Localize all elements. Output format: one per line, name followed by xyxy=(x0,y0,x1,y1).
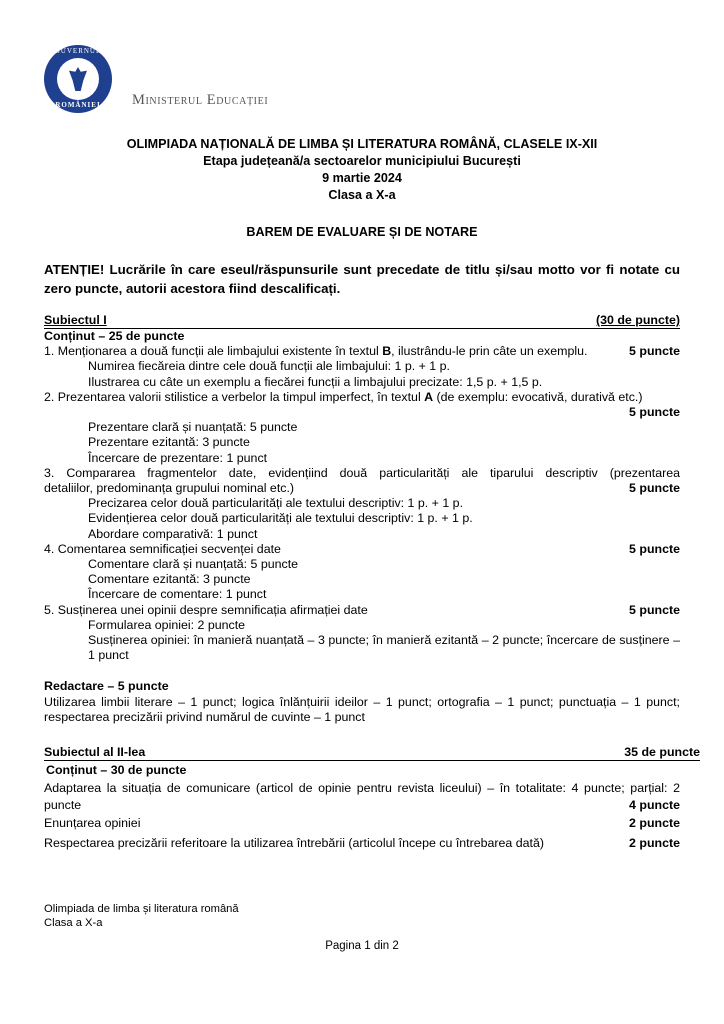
sub-criterion: Comentare clară și nuanțată: 5 puncte xyxy=(88,557,299,572)
criterion-points: 4 puncte xyxy=(629,797,680,812)
sub-criterion: Evidențierea celor două particularități ale textului descriptiv: 1 p. + 1 p. xyxy=(88,511,473,526)
title-line: OLIMPIADA NAȚIONALĂ DE LIMBA ȘI LITERATURA ROMÂNĂ, CLASELE IX-XII xyxy=(126,137,598,151)
item-points: 5 puncte xyxy=(629,481,680,496)
item-4: 4. Comentarea semnificației secvenței date xyxy=(44,541,281,556)
sub-criterion: Ilustrarea cu câte un exemplu a fiecărei funcții a limbajului precizate: 1,5 p. + 1,5 p. xyxy=(88,374,543,389)
title-line: Etapa județeană/a sectoarelor municipiului București xyxy=(203,154,521,168)
sub-criterion: Numirea fiecăreia dintre cele două funcții ale limbajului: 1 p. + 1 p. xyxy=(88,359,450,374)
subject-2-items xyxy=(44,780,680,851)
footer-line: Olimpiada de limba și literatura română xyxy=(44,903,239,915)
government-logo xyxy=(44,45,112,113)
warning-text: ATENȚIE! Lucrările în care eseul/răspunsurile sunt precedate de titlu și/sau motto vor fi notate cu zero puncte, autorii acestora fiind descalificați. xyxy=(44,262,680,296)
barem-title: BAREM DE EVALUARE ȘI DE NOTARE xyxy=(246,225,478,239)
subject-1 xyxy=(44,313,680,725)
item-2: 2. Prezentarea valorii stilistice a verbelor la timpul imperfect, în textul A (de exemplu: evocativă, durativă etc.) xyxy=(44,389,643,404)
item-points: 5 puncte xyxy=(629,541,680,556)
subject-2 xyxy=(44,745,700,780)
logo-text-bottom: ROMÂNIEI xyxy=(55,101,101,109)
redactare-text: Utilizarea limbii literare – 1 punct; logica înlănțuirii ideilor – 1 punct; ortografia – 1 punct; punctuația – 1 punct; respectarea precizării privind numărul de cuvinte – 1 punct xyxy=(44,694,680,724)
subject-1-title: Subiectul I xyxy=(44,313,107,327)
sub-criterion: Susținerea opiniei: în manieră nuanțată – 3 puncte; în manieră ezitantă – 2 puncte; încercare de susținere –1 punct xyxy=(88,633,680,663)
footer-line: Clasa a X-a xyxy=(44,917,103,929)
sub-criterion: Abordare comparativă: 1 punct xyxy=(88,526,258,541)
ministry-name: Ministerul Educației xyxy=(132,92,269,108)
page-number: Pagina 1 din 2 xyxy=(325,940,399,952)
subject-2-points: 35 de puncte xyxy=(624,745,700,759)
criterion-points: 2 puncte xyxy=(629,816,680,830)
sub-criterion: Precizarea celor două particularități ale textului descriptiv: 1 p. + 1 p. xyxy=(88,496,464,511)
criterion-1: Adaptarea la situația de comunicare (articol de opinie pentru revista liceului) – în totalitate: 4 puncte; parțial: 2 puncte xyxy=(44,781,680,812)
footer xyxy=(44,902,239,930)
item-points: 5 puncte xyxy=(629,602,680,617)
subject-2-title: Subiectul al II-lea xyxy=(44,745,146,759)
sub-criterion: Comentare ezitantă: 3 puncte xyxy=(88,572,251,587)
item-points: 5 puncte xyxy=(629,405,680,420)
document-titles xyxy=(0,136,724,204)
content-title: Conținut – 30 de puncte xyxy=(46,763,187,777)
item-5: 5. Susținerea unei opinii despre semnificația afirmației date xyxy=(44,602,368,617)
criterion-2: Enunțarea opiniei xyxy=(44,816,141,830)
criterion-points: 2 puncte xyxy=(629,835,680,850)
item-points: 5 puncte xyxy=(629,344,680,359)
criterion-3: Respectarea precizării referitoare la utilizarea întrebării (articolul începe cu întrebarea dată) xyxy=(44,835,544,850)
item-3: 3. Compararea fragmentelor date, evidențiind două particularități ale tiparului descriptiv (prezentarea xyxy=(44,465,680,480)
title-line: Clasa a X-a xyxy=(328,188,396,202)
sub-criterion: Încercare de prezentare: 1 punct xyxy=(88,450,268,465)
logo-text-top: GUVERNUL xyxy=(54,47,102,55)
content-title: Conținut – 25 de puncte xyxy=(44,329,185,343)
item-3-cont: detaliilor, predominanța grupului nominal etc.) xyxy=(44,481,295,496)
subject-1-points: (30 de puncte) xyxy=(596,313,680,327)
sub-criterion: Prezentare clară și nuanțată: 5 puncte xyxy=(88,420,298,435)
sub-criterion: Prezentare ezitantă: 3 puncte xyxy=(88,435,250,450)
sub-criterion: Încercare de comentare: 1 punct xyxy=(88,587,267,602)
title-line: 9 martie 2024 xyxy=(322,171,402,185)
item-1: 1. Menționarea a două funcții ale limbajului existente în textul B, ilustrându-le prin câte un exemplu. 5 puncte xyxy=(44,344,680,359)
sub-criterion: Formularea opiniei: 2 puncte xyxy=(88,617,246,632)
redactare-title: Redactare – 5 puncte xyxy=(44,679,169,694)
